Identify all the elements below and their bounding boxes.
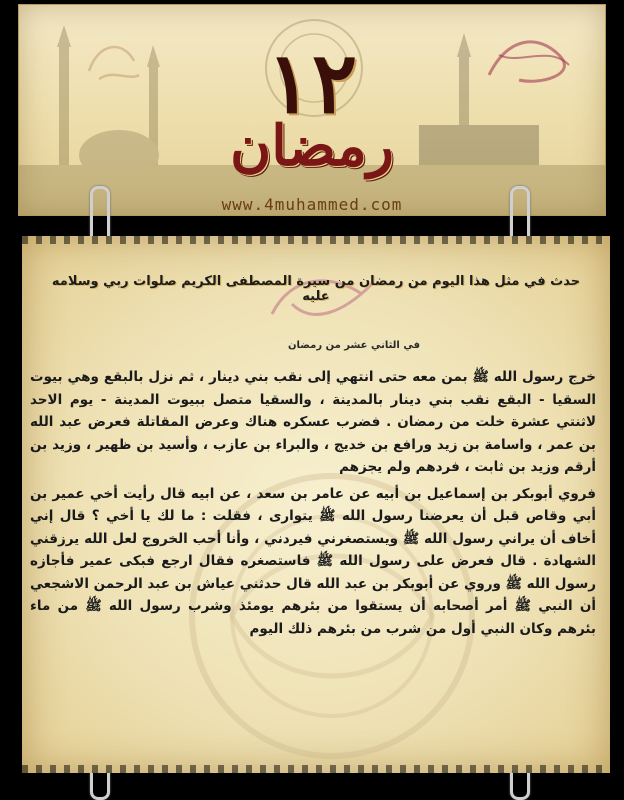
article-subheading: في الثاني عشر من رمضان [288, 340, 420, 351]
article-paragraph: فروي أبوبكر بن إسماعيل بن أبيه عن عامر بن سعد ، عن ابيه قال رأيت أخي عمير بن أبي وقاص قبل أن يعرضنا رسول الله ﷺ يتوارى ، فقلت : ما لك يا أخي ؟ قال إني أخاف أن يراني رسول الله ﷺ ويستصغرني فيردني ، وأنا أحب الخروج لعل الله يرزقني الشهادة . قال فعرض على رسول الله ﷺ فاستصغره فقال ارجع فبكى عمير فأجازه رسول الله ﷺ وروي عن أبوبكر بن عبد الله قال حدثني عياش بن عبد الرحمن الاشجعي أن النبي ﷺ أمر أصحابه أن يستقوا من بئرهم يومئذ وشرب رسول الله ﷺ من ماء بئرهم وكان النبي أول من شرب من بئرهم ذلك اليوم [30, 485, 596, 637]
article-card [22, 236, 610, 773]
torn-edge-bottom [22, 765, 610, 773]
article-paragraph: خرج رسول الله ﷺ بمن معه حتى انتهي إلى نقب بني دينار ، ثم نزل بالبقع وهي بيوت السقيا - البقع نقب بني دينار بالمدينة ، والسقيا متصل ببيوت المدينة - يوم الاحد لاثنتي عشرة خلت من رمضان . فضرب عسكره هناك وعرض المقاتلة فعرض عبد الله بن عمر ، واسامة بن زيد ورافع بن خديج ، والبراء بن عازب ، وأسيد بن ظهير ، وزيد بن أرقم وزيد بن ثابت ، فردهم ولم يجزهم [30, 369, 596, 475]
calendar-header-card [18, 4, 606, 216]
site-url: www.4muhammed.com [221, 195, 403, 214]
article-headline: حدث في مثل هذا اليوم من رمضان من سيرة المصطفى الكريم صلوات ربي وسلامه عليه [51, 274, 581, 304]
article-body [30, 366, 596, 644]
torn-edge-top [22, 236, 610, 244]
month-name: رمضان [230, 113, 394, 179]
day-number: ١٢ [266, 33, 358, 132]
